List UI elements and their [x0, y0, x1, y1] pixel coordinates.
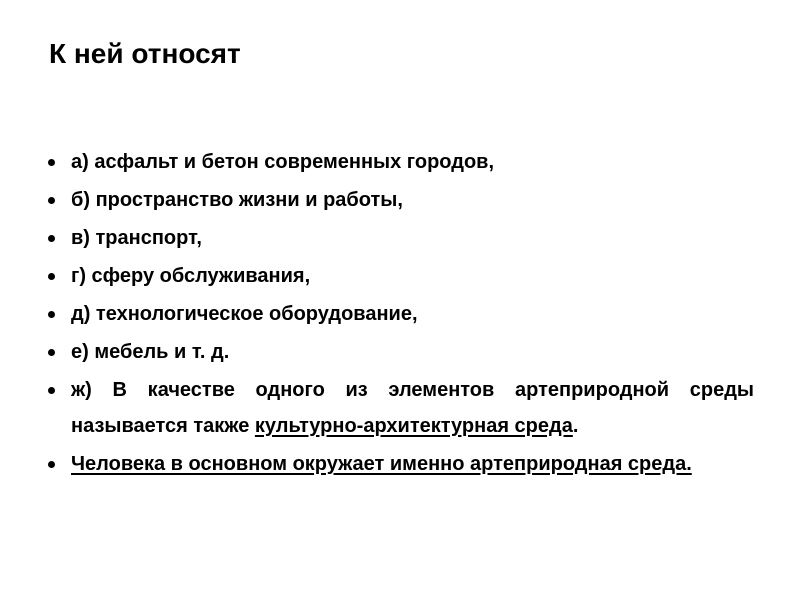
bullet-icon	[48, 273, 55, 280]
bullet-icon	[48, 311, 55, 318]
list-item-text: в) транспорт,	[71, 227, 202, 249]
underlined-term: культурно-архитектурная среда	[254, 415, 573, 437]
list-item-text: б) пространство жизни и работы,	[71, 189, 403, 211]
list-item-text: ж) В качестве одного из элементов артеприродной среды называется также	[71, 379, 754, 437]
list-item	[48, 372, 754, 444]
list-item-text: а) асфальт и бетон современных городов,	[71, 151, 495, 173]
bullet-icon	[48, 461, 55, 468]
bullet-icon	[48, 159, 55, 166]
list-item-text: д) технологическое оборудование,	[71, 303, 418, 325]
list-item	[48, 144, 754, 180]
bullet-icon	[48, 197, 55, 204]
list-item	[48, 258, 754, 294]
list-item	[48, 446, 754, 482]
list-item	[48, 296, 754, 332]
list-item	[48, 334, 754, 370]
slide-title: К ней относят	[49, 38, 241, 69]
list-item-text-end: .	[572, 415, 579, 437]
bullet-icon	[48, 349, 55, 356]
bullet-icon	[48, 387, 55, 394]
list-item	[48, 182, 754, 218]
list-item-text: е) мебель и т. д.	[71, 341, 230, 363]
list-item-text: г) сферу обслуживания,	[71, 265, 311, 287]
bullet-list	[48, 144, 754, 484]
list-item	[48, 220, 754, 256]
underlined-statement: Человека в основном окружает именно артеприродная среда.	[71, 453, 692, 475]
bullet-icon	[48, 235, 55, 242]
